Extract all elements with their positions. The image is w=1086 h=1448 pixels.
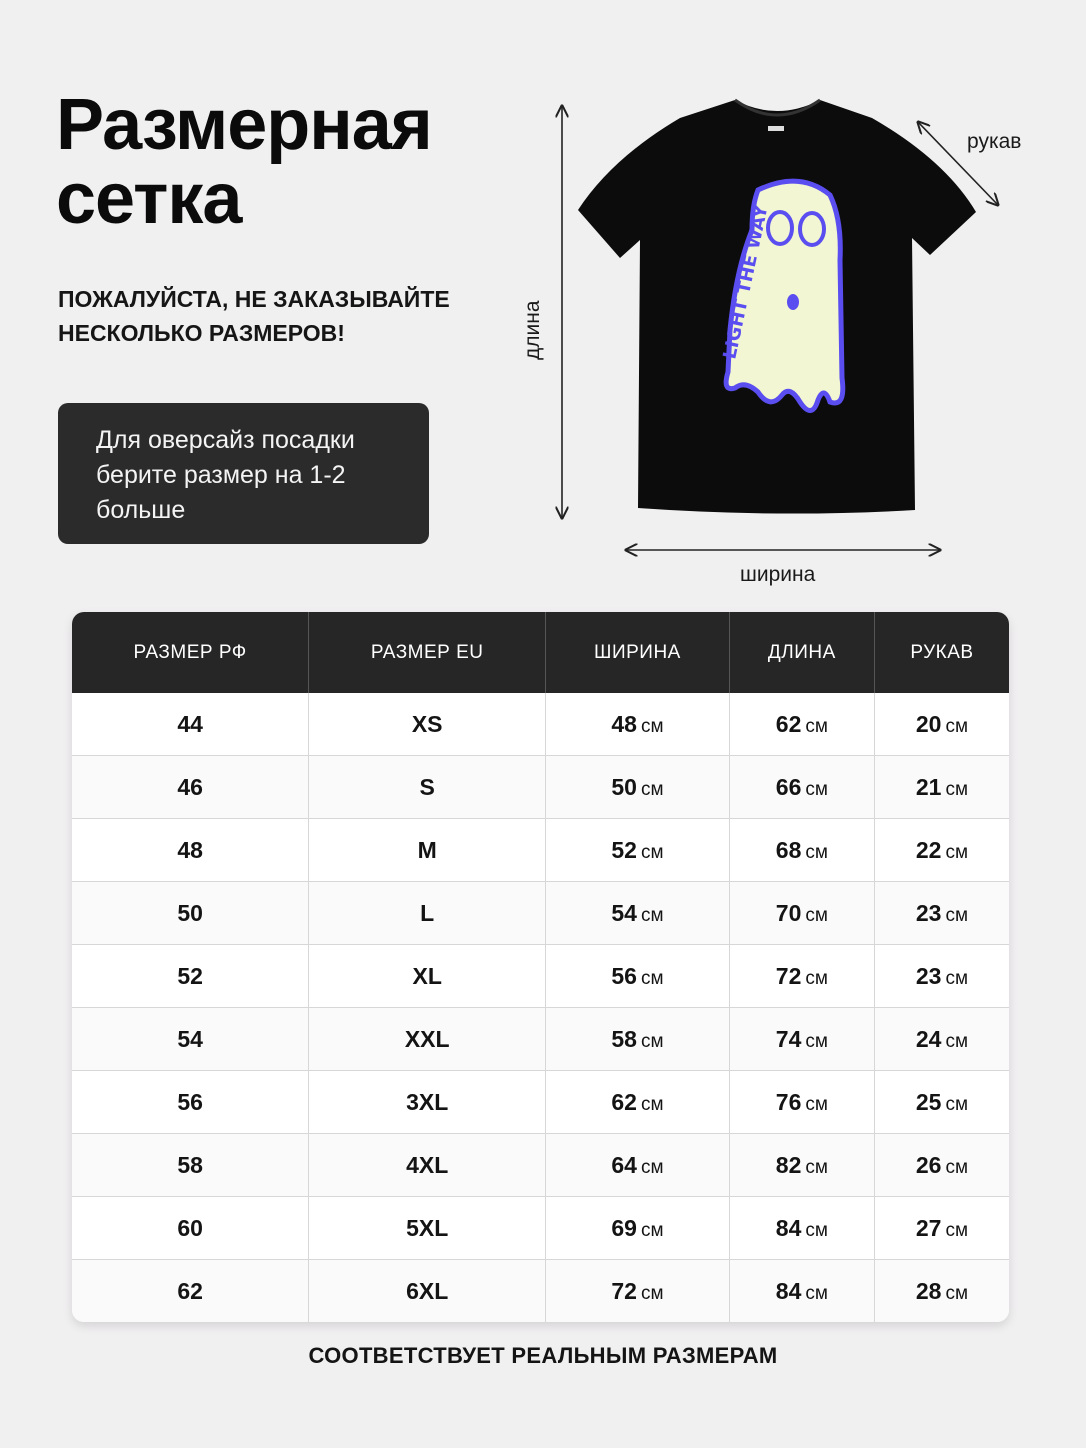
unit-label: см (805, 1030, 828, 1052)
cell-value: 25 (915, 1088, 942, 1115)
width-cell (546, 882, 730, 945)
cell-value: 68 (775, 836, 802, 863)
warning-line-1: ПОЖАЛУЙСТА, НЕ ЗАКАЗЫВАЙТЕ (58, 286, 450, 312)
unit-label: см (640, 841, 664, 863)
length-cell (729, 1008, 874, 1071)
width-cell (546, 693, 730, 756)
width-cell (546, 1197, 730, 1260)
cell-value: 56 (611, 962, 637, 989)
unit-label: см (640, 1093, 664, 1115)
width-label: ширина (740, 563, 816, 586)
cell-value: 23 (915, 899, 942, 926)
size-rf-cell (72, 819, 309, 882)
cell-value: L (420, 899, 435, 926)
cell-value: 4XL (406, 1151, 449, 1178)
warning-line-2: НЕСКОЛЬКО РАЗМЕРОВ! (58, 320, 345, 346)
cell-value: S (419, 773, 435, 800)
size-eu-cell (309, 1071, 546, 1134)
header-size-rf: РАЗМЕР РФ (72, 612, 309, 693)
unit-label: см (640, 1156, 664, 1178)
header-size-eu: РАЗМЕР EU (309, 612, 546, 693)
cell-value: 60 (177, 1214, 203, 1241)
width-cell (546, 1260, 730, 1323)
cell-value: XS (411, 710, 443, 737)
size-rf-cell (72, 1071, 309, 1134)
size-eu-cell (309, 756, 546, 819)
cell-value: 62 (775, 710, 802, 737)
length-cell (729, 1071, 874, 1134)
cell-value: 27 (915, 1214, 942, 1241)
footer-note: СООТВЕТСТВУЕТ РЕАЛЬНЫМ РАЗМЕРАМ (308, 1343, 778, 1368)
unit-label: см (945, 1156, 969, 1178)
unit-label: см (805, 904, 828, 926)
sleeve-cell (874, 882, 1009, 945)
unit-label: см (945, 1093, 969, 1115)
cell-value: 76 (775, 1088, 802, 1115)
cell-value: 50 (611, 773, 637, 800)
table-row (72, 693, 1009, 756)
sleeve-cell (874, 1134, 1009, 1197)
print-text: LIGHT THE WAY (719, 203, 773, 362)
cell-value: 54 (177, 1025, 203, 1052)
unit-label: см (640, 1030, 664, 1052)
table-row (72, 1260, 1009, 1323)
width-cell (546, 1008, 730, 1071)
header-length: ДЛИНА (729, 612, 874, 693)
size-eu-cell (309, 1008, 546, 1071)
size-eu-cell (309, 1260, 546, 1323)
cell-value: 22 (915, 836, 942, 863)
cell-value: 44 (177, 710, 203, 737)
cell-value: 5XL (406, 1214, 449, 1241)
cell-value: 72 (611, 1277, 637, 1304)
unit-label: см (640, 1282, 664, 1304)
width-cell (546, 1134, 730, 1197)
size-rf-cell (72, 1008, 309, 1071)
cell-value: 24 (915, 1025, 942, 1052)
cell-value: 56 (177, 1088, 203, 1115)
table-row (72, 882, 1009, 945)
size-rf-cell (72, 945, 309, 1008)
size-rf-cell (72, 1260, 309, 1323)
cell-value: 66 (775, 773, 802, 800)
width-cell (546, 945, 730, 1008)
unit-label: см (805, 1156, 828, 1178)
table-header-row (72, 612, 1009, 693)
unit-label: см (805, 778, 828, 800)
sleeve-cell (874, 1008, 1009, 1071)
length-label: длина (521, 300, 544, 360)
unit-label: см (805, 715, 828, 737)
title-line-1: Размерная (56, 85, 432, 165)
sleeve-cell (874, 945, 1009, 1008)
length-cell (729, 945, 874, 1008)
cell-value: 82 (775, 1151, 802, 1178)
length-cell (729, 1134, 874, 1197)
sleeve-label: рукав (967, 130, 1022, 153)
size-rf-cell (72, 1197, 309, 1260)
cell-value: M (417, 836, 437, 863)
size-rf-cell (72, 1134, 309, 1197)
size-table (72, 612, 1009, 1322)
sleeve-cell (874, 1197, 1009, 1260)
cell-value: 69 (611, 1214, 637, 1241)
unit-label: см (945, 778, 969, 800)
cell-value: 23 (915, 962, 942, 989)
size-eu-cell (309, 882, 546, 945)
length-cell (729, 882, 874, 945)
header-sleeve: РУКАВ (874, 612, 1009, 693)
unit-label: см (640, 967, 664, 989)
width-cell (546, 756, 730, 819)
cell-value: 6XL (406, 1277, 449, 1304)
size-eu-cell (309, 1197, 546, 1260)
table-row (72, 819, 1009, 882)
width-cell (546, 1071, 730, 1134)
size-eu-cell (309, 693, 546, 756)
cell-value: 54 (611, 899, 637, 926)
cell-value: 62 (611, 1088, 637, 1115)
table-row (72, 1134, 1009, 1197)
cell-value: 52 (177, 962, 203, 989)
unit-label: см (945, 1030, 969, 1052)
unit-label: см (805, 967, 828, 989)
cell-value: 70 (775, 899, 802, 926)
cell-value: 74 (775, 1025, 802, 1052)
table-row (72, 1071, 1009, 1134)
cell-value: 84 (775, 1277, 802, 1304)
table-row (72, 1008, 1009, 1071)
unit-label: см (945, 841, 969, 863)
sleeve-cell (874, 1071, 1009, 1134)
cell-value: 28 (915, 1277, 942, 1304)
unit-label: см (640, 904, 664, 926)
unit-label: см (640, 715, 664, 737)
table-row (72, 756, 1009, 819)
length-cell (729, 819, 874, 882)
sleeve-cell (874, 756, 1009, 819)
unit-label: см (805, 1282, 828, 1304)
cell-value: XXL (404, 1025, 450, 1052)
length-cell (729, 1197, 874, 1260)
unit-label: см (945, 967, 969, 989)
cell-value: 46 (177, 773, 203, 800)
size-rf-cell (72, 882, 309, 945)
unit-label: см (945, 1219, 969, 1241)
cell-value: 58 (611, 1025, 637, 1052)
note-line-2: берите размер на 1-2 (96, 461, 346, 489)
unit-label: см (805, 1093, 828, 1115)
cell-value: 52 (611, 836, 637, 863)
cell-value: 84 (775, 1214, 802, 1241)
size-rf-cell (72, 693, 309, 756)
length-cell (729, 693, 874, 756)
length-cell (729, 756, 874, 819)
sleeve-cell (874, 693, 1009, 756)
table-row (72, 945, 1009, 1008)
table-row (72, 1197, 1009, 1260)
size-eu-cell (309, 819, 546, 882)
cell-value: 58 (177, 1151, 203, 1178)
cell-value: 64 (611, 1151, 637, 1178)
width-cell (546, 819, 730, 882)
unit-label: см (640, 778, 664, 800)
cell-value: 48 (177, 836, 203, 863)
size-eu-cell (309, 945, 546, 1008)
unit-label: см (640, 1219, 664, 1241)
unit-label: см (945, 904, 969, 926)
unit-label: см (805, 1219, 828, 1241)
unit-label: см (945, 715, 969, 737)
cell-value: 72 (775, 962, 802, 989)
size-rf-cell (72, 756, 309, 819)
cell-value: 48 (611, 710, 637, 737)
cell-value: 62 (177, 1277, 203, 1304)
title-line-2: сетка (56, 159, 242, 239)
sleeve-cell (874, 819, 1009, 882)
length-cell (729, 1260, 874, 1323)
sleeve-cell (874, 1260, 1009, 1323)
cell-value: 20 (915, 710, 942, 737)
cell-value: 50 (177, 899, 203, 926)
header-width: ШИРИНА (546, 612, 730, 693)
note-line-1: Для оверсайз посадки (96, 426, 355, 454)
unit-label: см (945, 1282, 969, 1304)
size-eu-cell (309, 1134, 546, 1197)
cell-value: XL (412, 962, 442, 989)
note-line-3: больше (96, 496, 186, 524)
cell-value: 26 (915, 1151, 942, 1178)
unit-label: см (805, 841, 828, 863)
cell-value: 21 (915, 773, 942, 800)
cell-value: 3XL (406, 1088, 449, 1115)
